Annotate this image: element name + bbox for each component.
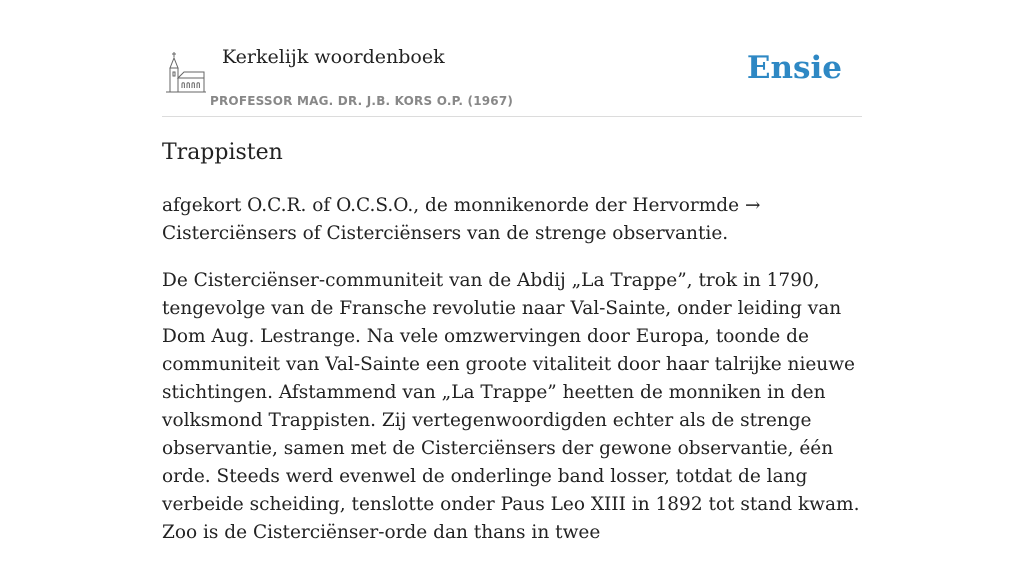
book-title[interactable]: Kerkelijk woordenboek (222, 46, 445, 68)
entry-paragraph-1 (162, 192, 862, 248)
entry-paragraph-2: De Cisterciënser-communiteit van de Abdij „La Trappe”, trok in 1790, tengevolge van de Fransche revolutie naar Val-Sainte, onder leiding van Dom Aug. Lestrange. Na vele omzwervingen door Europa, toonde de communiteit van Val-Sainte een groote vitaliteit door haar talrijke nieuwe stichtingen. Afstammend van „La Trappe” heetten de monniken in den volksmond Trappisten. Zij vertegenwoordigden echter als de strenge observantie, samen met de Cisterciënsers der gewone observantie, één orde. Steeds werd evenwel de onderlinge band losser, totdat de lang verbeide scheiding, tenslotte onder Paus Leo XIII in 1892 tot stand kwam. Zoo is de Cisterciënser-orde dan thans in twee (162, 270, 860, 543)
church-icon[interactable] (166, 50, 206, 94)
entry-title: Trappisten (162, 140, 283, 165)
entry-content (162, 192, 862, 566)
brand-logo[interactable]: Ensie (746, 50, 842, 86)
paragraph-text: afgekort O.C.R. of O.C.S.O., de monnikenorde der Hervormde (162, 195, 745, 216)
page (162, 0, 862, 543)
cross-reference-link[interactable]: Cisterciënsers (162, 223, 297, 244)
book-author: PROFESSOR MAG. DR. J.B. KORS O.P. (1967) (210, 94, 514, 108)
paragraph-text: of Cisterciënsers van de strenge observantie. (296, 223, 729, 244)
arrow-right-icon: → (744, 195, 761, 216)
header (162, 0, 862, 117)
